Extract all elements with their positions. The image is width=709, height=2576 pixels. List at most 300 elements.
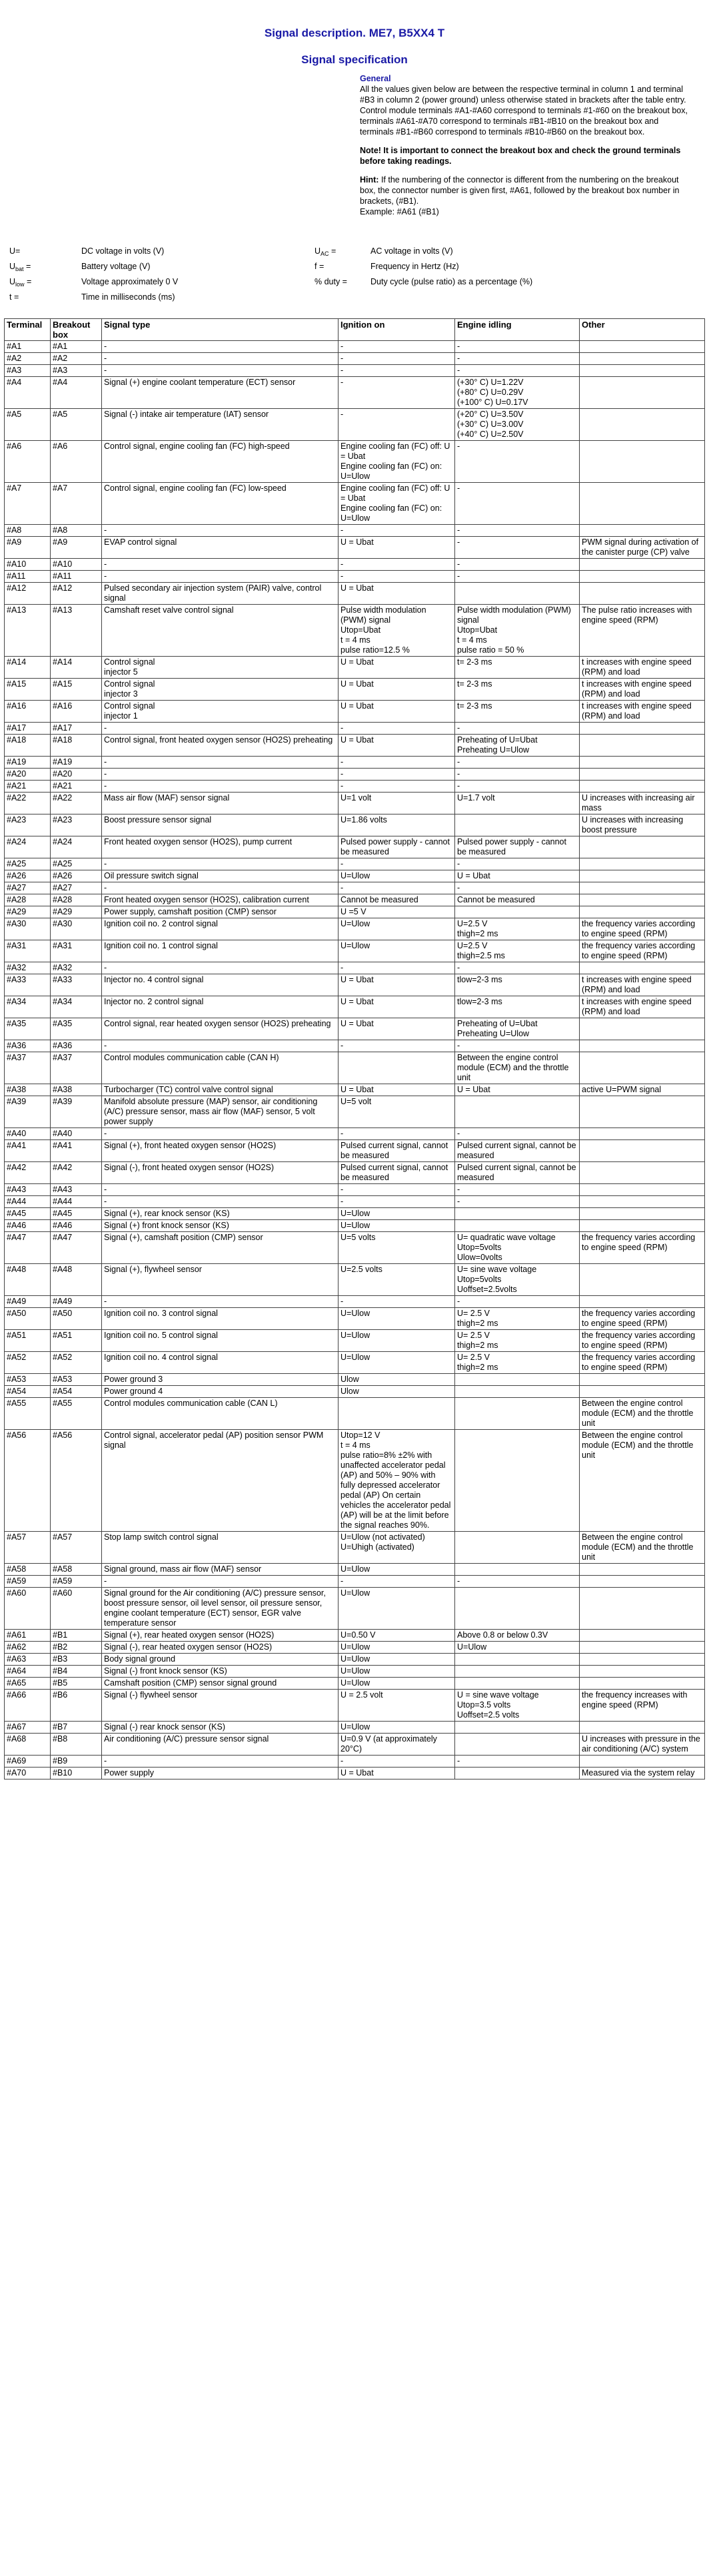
hint-example: Example: #A61 (#B1): [360, 207, 439, 216]
terminal-cell: #A58: [5, 1564, 51, 1576]
other-cell: [580, 870, 705, 882]
signal-type-cell: Signal (+) engine coolant temperature (ECT) sensor: [102, 377, 339, 409]
engine-idling-cell: U=1.7 volt: [455, 793, 580, 814]
table-row: [5, 1352, 705, 1374]
engine-idling-cell: (+20° C) U=3.50V (+30° C) U=3.00V (+40° C) U=2.50V: [455, 409, 580, 441]
terminal-cell: #A1: [5, 341, 51, 353]
terminal-cell: #A49: [5, 1296, 51, 1308]
breakout-box-cell: #A23: [51, 814, 102, 836]
terminal-cell: #A14: [5, 657, 51, 679]
signal-type-cell: Control signal, front heated oxygen sensor (HO2S) preheating: [102, 735, 339, 757]
table-row: [5, 858, 705, 870]
engine-idling-cell: [455, 1430, 580, 1532]
table-row: [5, 559, 705, 571]
table-row: [5, 1220, 705, 1232]
signal-type-cell: Pulsed secondary air injection system (PAIR) valve, control signal: [102, 583, 339, 605]
breakout-box-cell: #A5: [51, 409, 102, 441]
breakout-box-cell: #A47: [51, 1232, 102, 1264]
breakout-box-cell: #A39: [51, 1096, 102, 1128]
table-row: [5, 583, 705, 605]
other-cell: PWM signal during activation of the canister purge (CP) valve: [580, 537, 705, 559]
engine-idling-cell: -: [455, 1184, 580, 1196]
other-cell: [580, 377, 705, 409]
breakout-box-cell: #B10: [51, 1768, 102, 1779]
table-row: [5, 1296, 705, 1308]
signal-type-cell: Body signal ground: [102, 1654, 339, 1666]
ignition-on-cell: Pulsed current signal, cannot be measured: [339, 1140, 455, 1162]
other-cell: [580, 1576, 705, 1588]
terminal-cell: #A69: [5, 1756, 51, 1768]
other-cell: [580, 441, 705, 483]
ignition-on-cell: Cannot be measured: [339, 894, 455, 906]
table-header-row: [5, 319, 705, 341]
engine-idling-cell: Pulsed current signal, cannot be measured: [455, 1162, 580, 1184]
table-row: [5, 1398, 705, 1430]
signal-type-cell: -: [102, 571, 339, 583]
other-cell: t increases with engine speed (RPM) and load: [580, 657, 705, 679]
signal-type-cell: Signal (-) front knock sensor (KS): [102, 1666, 339, 1678]
engine-idling-cell: [455, 1220, 580, 1232]
other-cell: the frequency varies according to engine speed (RPM): [580, 940, 705, 962]
engine-idling-cell: [455, 1374, 580, 1386]
table-row: [5, 1642, 705, 1654]
engine-idling-cell: -: [455, 365, 580, 377]
signal-type-cell: Signal ground for the Air conditioning (A/C) pressure sensor, boost pressure sensor, oil level sensor, oil pressure sensor, engine coolant temperature (ECT) sensor, EGR valve temperature sensor: [102, 1588, 339, 1630]
other-cell: [580, 906, 705, 918]
legend-description: DC voltage in volts (V): [81, 246, 165, 256]
engine-idling-cell: [455, 583, 580, 605]
signal-type-cell: Control signal injector 5: [102, 657, 339, 679]
ignition-on-cell: U=Ulow: [339, 918, 455, 940]
ignition-on-cell: -: [339, 1576, 455, 1588]
terminal-cell: #A30: [5, 918, 51, 940]
terminal-cell: #A12: [5, 583, 51, 605]
table-row: [5, 1040, 705, 1052]
other-cell: [580, 858, 705, 870]
terminal-cell: #A41: [5, 1140, 51, 1162]
other-cell: Between the engine control module (ECM) and the throttle unit: [580, 1532, 705, 1564]
terminal-cell: #A31: [5, 940, 51, 962]
terminal-cell: #A63: [5, 1654, 51, 1666]
breakout-box-cell: #A13: [51, 605, 102, 657]
terminal-cell: #A2: [5, 353, 51, 365]
signal-type-cell: -: [102, 341, 339, 353]
terminal-cell: #A7: [5, 483, 51, 525]
other-cell: [580, 1678, 705, 1690]
table-row: [5, 1374, 705, 1386]
engine-idling-cell: U= quadratic wave voltage Utop=5volts Ulow=0volts: [455, 1232, 580, 1264]
column-header: Engine idling: [455, 319, 580, 341]
ignition-on-cell: U=Ulow: [339, 1308, 455, 1330]
breakout-box-cell: #A37: [51, 1052, 102, 1084]
signal-type-cell: Power supply: [102, 1768, 339, 1779]
ignition-on-cell: U = Ubat: [339, 701, 455, 723]
engine-idling-cell: [455, 1532, 580, 1564]
terminal-cell: #A57: [5, 1532, 51, 1564]
other-cell: [580, 1040, 705, 1052]
table-row: [5, 940, 705, 962]
ignition-on-cell: -: [339, 377, 455, 409]
table-row: [5, 781, 705, 793]
signal-type-cell: Air conditioning (A/C) pressure sensor signal: [102, 1734, 339, 1756]
ignition-on-cell: -: [339, 723, 455, 735]
legend-description: Duty cycle (pulse ratio) as a percentage (%): [370, 277, 533, 286]
legend-symbol: f =: [315, 262, 325, 271]
other-cell: U increases with increasing boost pressure: [580, 814, 705, 836]
engine-idling-cell: [455, 814, 580, 836]
terminal-cell: #A52: [5, 1352, 51, 1374]
engine-idling-cell: [455, 1768, 580, 1779]
ignition-on-cell: -: [339, 858, 455, 870]
signal-type-cell: Ignition coil no. 5 control signal: [102, 1330, 339, 1352]
ignition-on-cell: U = Ubat: [339, 974, 455, 996]
breakout-box-cell: #A2: [51, 353, 102, 365]
other-cell: U increases with increasing air mass: [580, 793, 705, 814]
terminal-cell: #A56: [5, 1430, 51, 1532]
breakout-box-cell: #A46: [51, 1220, 102, 1232]
table-row: [5, 1386, 705, 1398]
terminal-cell: #A43: [5, 1184, 51, 1196]
table-row: [5, 814, 705, 836]
terminal-cell: #A46: [5, 1220, 51, 1232]
ignition-on-cell: U=Ulow: [339, 1642, 455, 1654]
terminal-cell: #A19: [5, 757, 51, 769]
breakout-box-cell: #A10: [51, 559, 102, 571]
ignition-on-cell: [339, 1398, 455, 1430]
ignition-on-cell: -: [339, 757, 455, 769]
signal-type-cell: Control modules communication cable (CAN H): [102, 1052, 339, 1084]
table-row: [5, 906, 705, 918]
table-row: [5, 1654, 705, 1666]
ignition-on-cell: Pulsed power supply - cannot be measured: [339, 836, 455, 858]
signal-type-cell: Signal (+), rear knock sensor (KS): [102, 1208, 339, 1220]
table-row: [5, 1330, 705, 1352]
terminal-cell: #A48: [5, 1264, 51, 1296]
terminal-cell: #A62: [5, 1642, 51, 1654]
table-row: [5, 657, 705, 679]
ignition-on-cell: [339, 1052, 455, 1084]
other-cell: [580, 583, 705, 605]
legend-description: Time in milliseconds (ms): [81, 292, 175, 302]
signal-type-cell: Oil pressure switch signal: [102, 870, 339, 882]
section-title: Signal specification: [301, 53, 408, 66]
other-cell: [580, 571, 705, 583]
other-cell: [580, 1162, 705, 1184]
terminal-cell: #A28: [5, 894, 51, 906]
engine-idling-cell: [455, 1734, 580, 1756]
terminal-cell: #A54: [5, 1386, 51, 1398]
table-row: [5, 1756, 705, 1768]
table-row: [5, 1768, 705, 1779]
engine-idling-cell: tlow=2-3 ms: [455, 996, 580, 1018]
ignition-on-cell: U =5 V: [339, 906, 455, 918]
terminal-cell: #A11: [5, 571, 51, 583]
ignition-on-cell: U=0.9 V (at approximately 20°C): [339, 1734, 455, 1756]
engine-idling-cell: -: [455, 723, 580, 735]
breakout-box-cell: #A25: [51, 858, 102, 870]
breakout-box-cell: #A15: [51, 679, 102, 701]
signal-type-cell: Signal (+), camshaft position (CMP) sensor: [102, 1232, 339, 1264]
engine-idling-cell: U = sine wave voltage Utop=3.5 volts Uoffset=2.5 volts: [455, 1690, 580, 1722]
terminal-cell: #A50: [5, 1308, 51, 1330]
other-cell: The pulse ratio increases with engine speed (RPM): [580, 605, 705, 657]
terminal-cell: #A33: [5, 974, 51, 996]
engine-idling-cell: -: [455, 858, 580, 870]
ignition-on-cell: -: [339, 1128, 455, 1140]
breakout-box-cell: #A35: [51, 1018, 102, 1040]
signal-type-cell: Ignition coil no. 3 control signal: [102, 1308, 339, 1330]
ignition-on-cell: U = Ubat: [339, 1768, 455, 1779]
table-row: [5, 894, 705, 906]
other-cell: [580, 1564, 705, 1576]
breakout-box-cell: #A57: [51, 1532, 102, 1564]
table-row: [5, 1722, 705, 1734]
breakout-box-cell: #A11: [51, 571, 102, 583]
breakout-box-cell: #A53: [51, 1374, 102, 1386]
table-row: [5, 605, 705, 657]
terminal-cell: #A27: [5, 882, 51, 894]
other-cell: the frequency varies according to engine speed (RPM): [580, 1352, 705, 1374]
breakout-box-cell: #A44: [51, 1196, 102, 1208]
terminal-cell: #A37: [5, 1052, 51, 1084]
other-cell: t increases with engine speed (RPM) and load: [580, 996, 705, 1018]
breakout-box-cell: #B2: [51, 1642, 102, 1654]
engine-idling-cell: [455, 1666, 580, 1678]
engine-idling-cell: Preheating of U=Ubat Preheating U=Ulow: [455, 735, 580, 757]
breakout-box-cell: #B7: [51, 1722, 102, 1734]
general-intro: [360, 73, 693, 217]
breakout-box-cell: #A34: [51, 996, 102, 1018]
other-cell: [580, 735, 705, 757]
terminal-cell: #A70: [5, 1768, 51, 1779]
other-cell: t increases with engine speed (RPM) and load: [580, 974, 705, 996]
ignition-on-cell: -: [339, 1184, 455, 1196]
symbol-legend: [9, 245, 676, 304]
ignition-on-cell: U=Ulow: [339, 940, 455, 962]
ignition-on-cell: -: [339, 365, 455, 377]
general-heading: General: [360, 74, 391, 83]
other-cell: [580, 341, 705, 353]
signal-type-cell: Signal (-) flywheel sensor: [102, 1690, 339, 1722]
breakout-box-cell: #A48: [51, 1264, 102, 1296]
signal-type-cell: -: [102, 723, 339, 735]
page-title: Signal description. ME7, B5XX4 T: [264, 27, 445, 39]
engine-idling-cell: t= 2-3 ms: [455, 657, 580, 679]
ignition-on-cell: -: [339, 559, 455, 571]
signal-type-cell: -: [102, 353, 339, 365]
table-row: [5, 1576, 705, 1588]
engine-idling-cell: t= 2-3 ms: [455, 701, 580, 723]
table-row: [5, 962, 705, 974]
other-cell: [580, 559, 705, 571]
ignition-on-cell: -: [339, 409, 455, 441]
ignition-on-cell: U = 2.5 volt: [339, 1690, 455, 1722]
terminal-cell: #A39: [5, 1096, 51, 1128]
other-cell: active U=PWM signal: [580, 1084, 705, 1096]
breakout-box-cell: #A12: [51, 583, 102, 605]
breakout-box-cell: #A54: [51, 1386, 102, 1398]
other-cell: [580, 1588, 705, 1630]
terminal-cell: #A26: [5, 870, 51, 882]
breakout-box-cell: #A14: [51, 657, 102, 679]
terminal-cell: #A42: [5, 1162, 51, 1184]
engine-idling-cell: -: [455, 559, 580, 571]
engine-idling-cell: Cannot be measured: [455, 894, 580, 906]
engine-idling-cell: U= sine wave voltage Utop=5volts Uoffset=2.5volts: [455, 1264, 580, 1296]
signal-type-cell: -: [102, 757, 339, 769]
signal-type-cell: Signal (-), front heated oxygen sensor (HO2S): [102, 1162, 339, 1184]
table-row: [5, 1532, 705, 1564]
other-cell: [580, 353, 705, 365]
signal-type-cell: Camshaft reset valve control signal: [102, 605, 339, 657]
terminal-cell: #A32: [5, 962, 51, 974]
engine-idling-cell: U = Ubat: [455, 1084, 580, 1096]
legend-symbol: $U_{low}$ =: [9, 277, 32, 288]
terminal-cell: #A22: [5, 793, 51, 814]
terminal-cell: #A55: [5, 1398, 51, 1430]
legend-description: Battery voltage (V): [81, 262, 151, 271]
column-header: Terminal: [5, 319, 51, 341]
other-cell: U increases with pressure in the air conditioning (A/C) system: [580, 1734, 705, 1756]
signal-type-cell: Signal (+), flywheel sensor: [102, 1264, 339, 1296]
breakout-box-cell: #A55: [51, 1398, 102, 1430]
breakout-box-cell: #A59: [51, 1576, 102, 1588]
signal-type-cell: -: [102, 882, 339, 894]
engine-idling-cell: -: [455, 341, 580, 353]
breakout-box-cell: #B5: [51, 1678, 102, 1690]
breakout-box-cell: #A18: [51, 735, 102, 757]
table-row: [5, 769, 705, 781]
engine-idling-cell: -: [455, 1576, 580, 1588]
terminal-cell: #A17: [5, 723, 51, 735]
engine-idling-cell: -: [455, 483, 580, 525]
terminal-cell: #A15: [5, 679, 51, 701]
terminal-cell: #A9: [5, 537, 51, 559]
breakout-box-cell: #A58: [51, 1564, 102, 1576]
legend-symbol: t =: [9, 292, 19, 302]
signal-type-cell: Stop lamp switch control signal: [102, 1532, 339, 1564]
other-cell: [580, 1018, 705, 1040]
legend-symbol: U=: [9, 246, 21, 256]
ignition-on-cell: Pulsed current signal, cannot be measured: [339, 1162, 455, 1184]
engine-idling-cell: -: [455, 1756, 580, 1768]
table-row: [5, 701, 705, 723]
ignition-on-cell: U=1.86 volts: [339, 814, 455, 836]
breakout-box-cell: #A28: [51, 894, 102, 906]
ignition-on-cell: Pulse width modulation (PWM) signal Utop=Ubat t = 4 ms pulse ratio=12.5 %: [339, 605, 455, 657]
other-cell: [580, 483, 705, 525]
engine-idling-cell: [455, 1588, 580, 1630]
table-row: [5, 870, 705, 882]
signal-type-cell: Front heated oxygen sensor (HO2S), pump current: [102, 836, 339, 858]
terminal-cell: #A45: [5, 1208, 51, 1220]
engine-idling-cell: Above 0.8 or below 0.3V: [455, 1630, 580, 1642]
engine-idling-cell: -: [455, 757, 580, 769]
breakout-box-cell: #A30: [51, 918, 102, 940]
table-row: [5, 996, 705, 1018]
other-cell: the frequency varies according to engine speed (RPM): [580, 1308, 705, 1330]
signal-type-cell: -: [102, 1576, 339, 1588]
ignition-on-cell: -: [339, 525, 455, 537]
ignition-on-cell: Engine cooling fan (FC) off: U = Ubat Engine cooling fan (FC) on: U=Ulow: [339, 483, 455, 525]
column-header: Breakout box: [51, 319, 102, 341]
table-row: [5, 679, 705, 701]
table-row: [5, 1264, 705, 1296]
other-cell: [580, 1208, 705, 1220]
legend-description: AC voltage in volts (V): [370, 246, 453, 256]
engine-idling-cell: U= 2.5 V thigh=2 ms: [455, 1330, 580, 1352]
engine-idling-cell: -: [455, 1128, 580, 1140]
signal-type-cell: Manifold absolute pressure (MAP) sensor, air conditioning (A/C) pressure sensor, mass air flow (MAF) sensor, 5 volt power supply: [102, 1096, 339, 1128]
ignition-on-cell: U=Ulow: [339, 1666, 455, 1678]
ignition-on-cell: Ulow: [339, 1374, 455, 1386]
signal-type-cell: Signal (-) rear knock sensor (KS): [102, 1722, 339, 1734]
ignition-on-cell: U=0.50 V: [339, 1630, 455, 1642]
other-cell: [580, 1296, 705, 1308]
breakout-box-cell: #A43: [51, 1184, 102, 1196]
ignition-on-cell: -: [339, 1756, 455, 1768]
terminal-cell: #A13: [5, 605, 51, 657]
signal-type-cell: -: [102, 365, 339, 377]
other-cell: the frequency varies according to engine speed (RPM): [580, 918, 705, 940]
terminal-cell: #A65: [5, 1678, 51, 1690]
terminal-cell: #A36: [5, 1040, 51, 1052]
breakout-box-cell: #A49: [51, 1296, 102, 1308]
other-cell: [580, 723, 705, 735]
terminal-cell: #A59: [5, 1576, 51, 1588]
signal-type-cell: Signal (+) front knock sensor (KS): [102, 1220, 339, 1232]
table-row: [5, 1208, 705, 1220]
breakout-box-cell: #A31: [51, 940, 102, 962]
engine-idling-cell: -: [455, 1196, 580, 1208]
ignition-on-cell: U = Ubat: [339, 996, 455, 1018]
ignition-on-cell: U=Ulow: [339, 1722, 455, 1734]
breakout-box-cell: #B3: [51, 1654, 102, 1666]
terminal-cell: #A53: [5, 1374, 51, 1386]
other-cell: Measured via the system relay: [580, 1768, 705, 1779]
terminal-cell: #A29: [5, 906, 51, 918]
engine-idling-cell: -: [455, 781, 580, 793]
ignition-on-cell: U=5 volts: [339, 1232, 455, 1264]
breakout-box-cell: #A33: [51, 974, 102, 996]
terminal-cell: #A44: [5, 1196, 51, 1208]
signal-type-cell: Ignition coil no. 2 control signal: [102, 918, 339, 940]
legend-description: [370, 291, 676, 304]
table-row: [5, 1196, 705, 1208]
table-row: [5, 483, 705, 525]
ignition-on-cell: -: [339, 1196, 455, 1208]
breakout-box-cell: #A45: [51, 1208, 102, 1220]
breakout-box-cell: #A16: [51, 701, 102, 723]
terminal-cell: #A24: [5, 836, 51, 858]
other-cell: [580, 365, 705, 377]
breakout-box-cell: #A26: [51, 870, 102, 882]
table-row: [5, 1018, 705, 1040]
breakout-box-cell: #A36: [51, 1040, 102, 1052]
column-header: Ignition on: [339, 319, 455, 341]
other-cell: Between the engine control module (ECM) and the throttle unit: [580, 1430, 705, 1532]
table-row: [5, 793, 705, 814]
engine-idling-cell: U=2.5 V thigh=2 ms: [455, 918, 580, 940]
hint-text: If the numbering of the connector is different from the numbering on the breakout box, the connector number is given first, #A61, followed by the breakout box number in brackets, (#B1).: [360, 175, 680, 206]
terminal-cell: #A20: [5, 769, 51, 781]
legend-description: Frequency in Hertz (Hz): [370, 262, 459, 271]
signal-type-cell: Injector no. 4 control signal: [102, 974, 339, 996]
terminal-cell: #A4: [5, 377, 51, 409]
legend-description: Voltage approximately 0 V: [81, 277, 179, 286]
table-row: [5, 353, 705, 365]
other-cell: [580, 836, 705, 858]
